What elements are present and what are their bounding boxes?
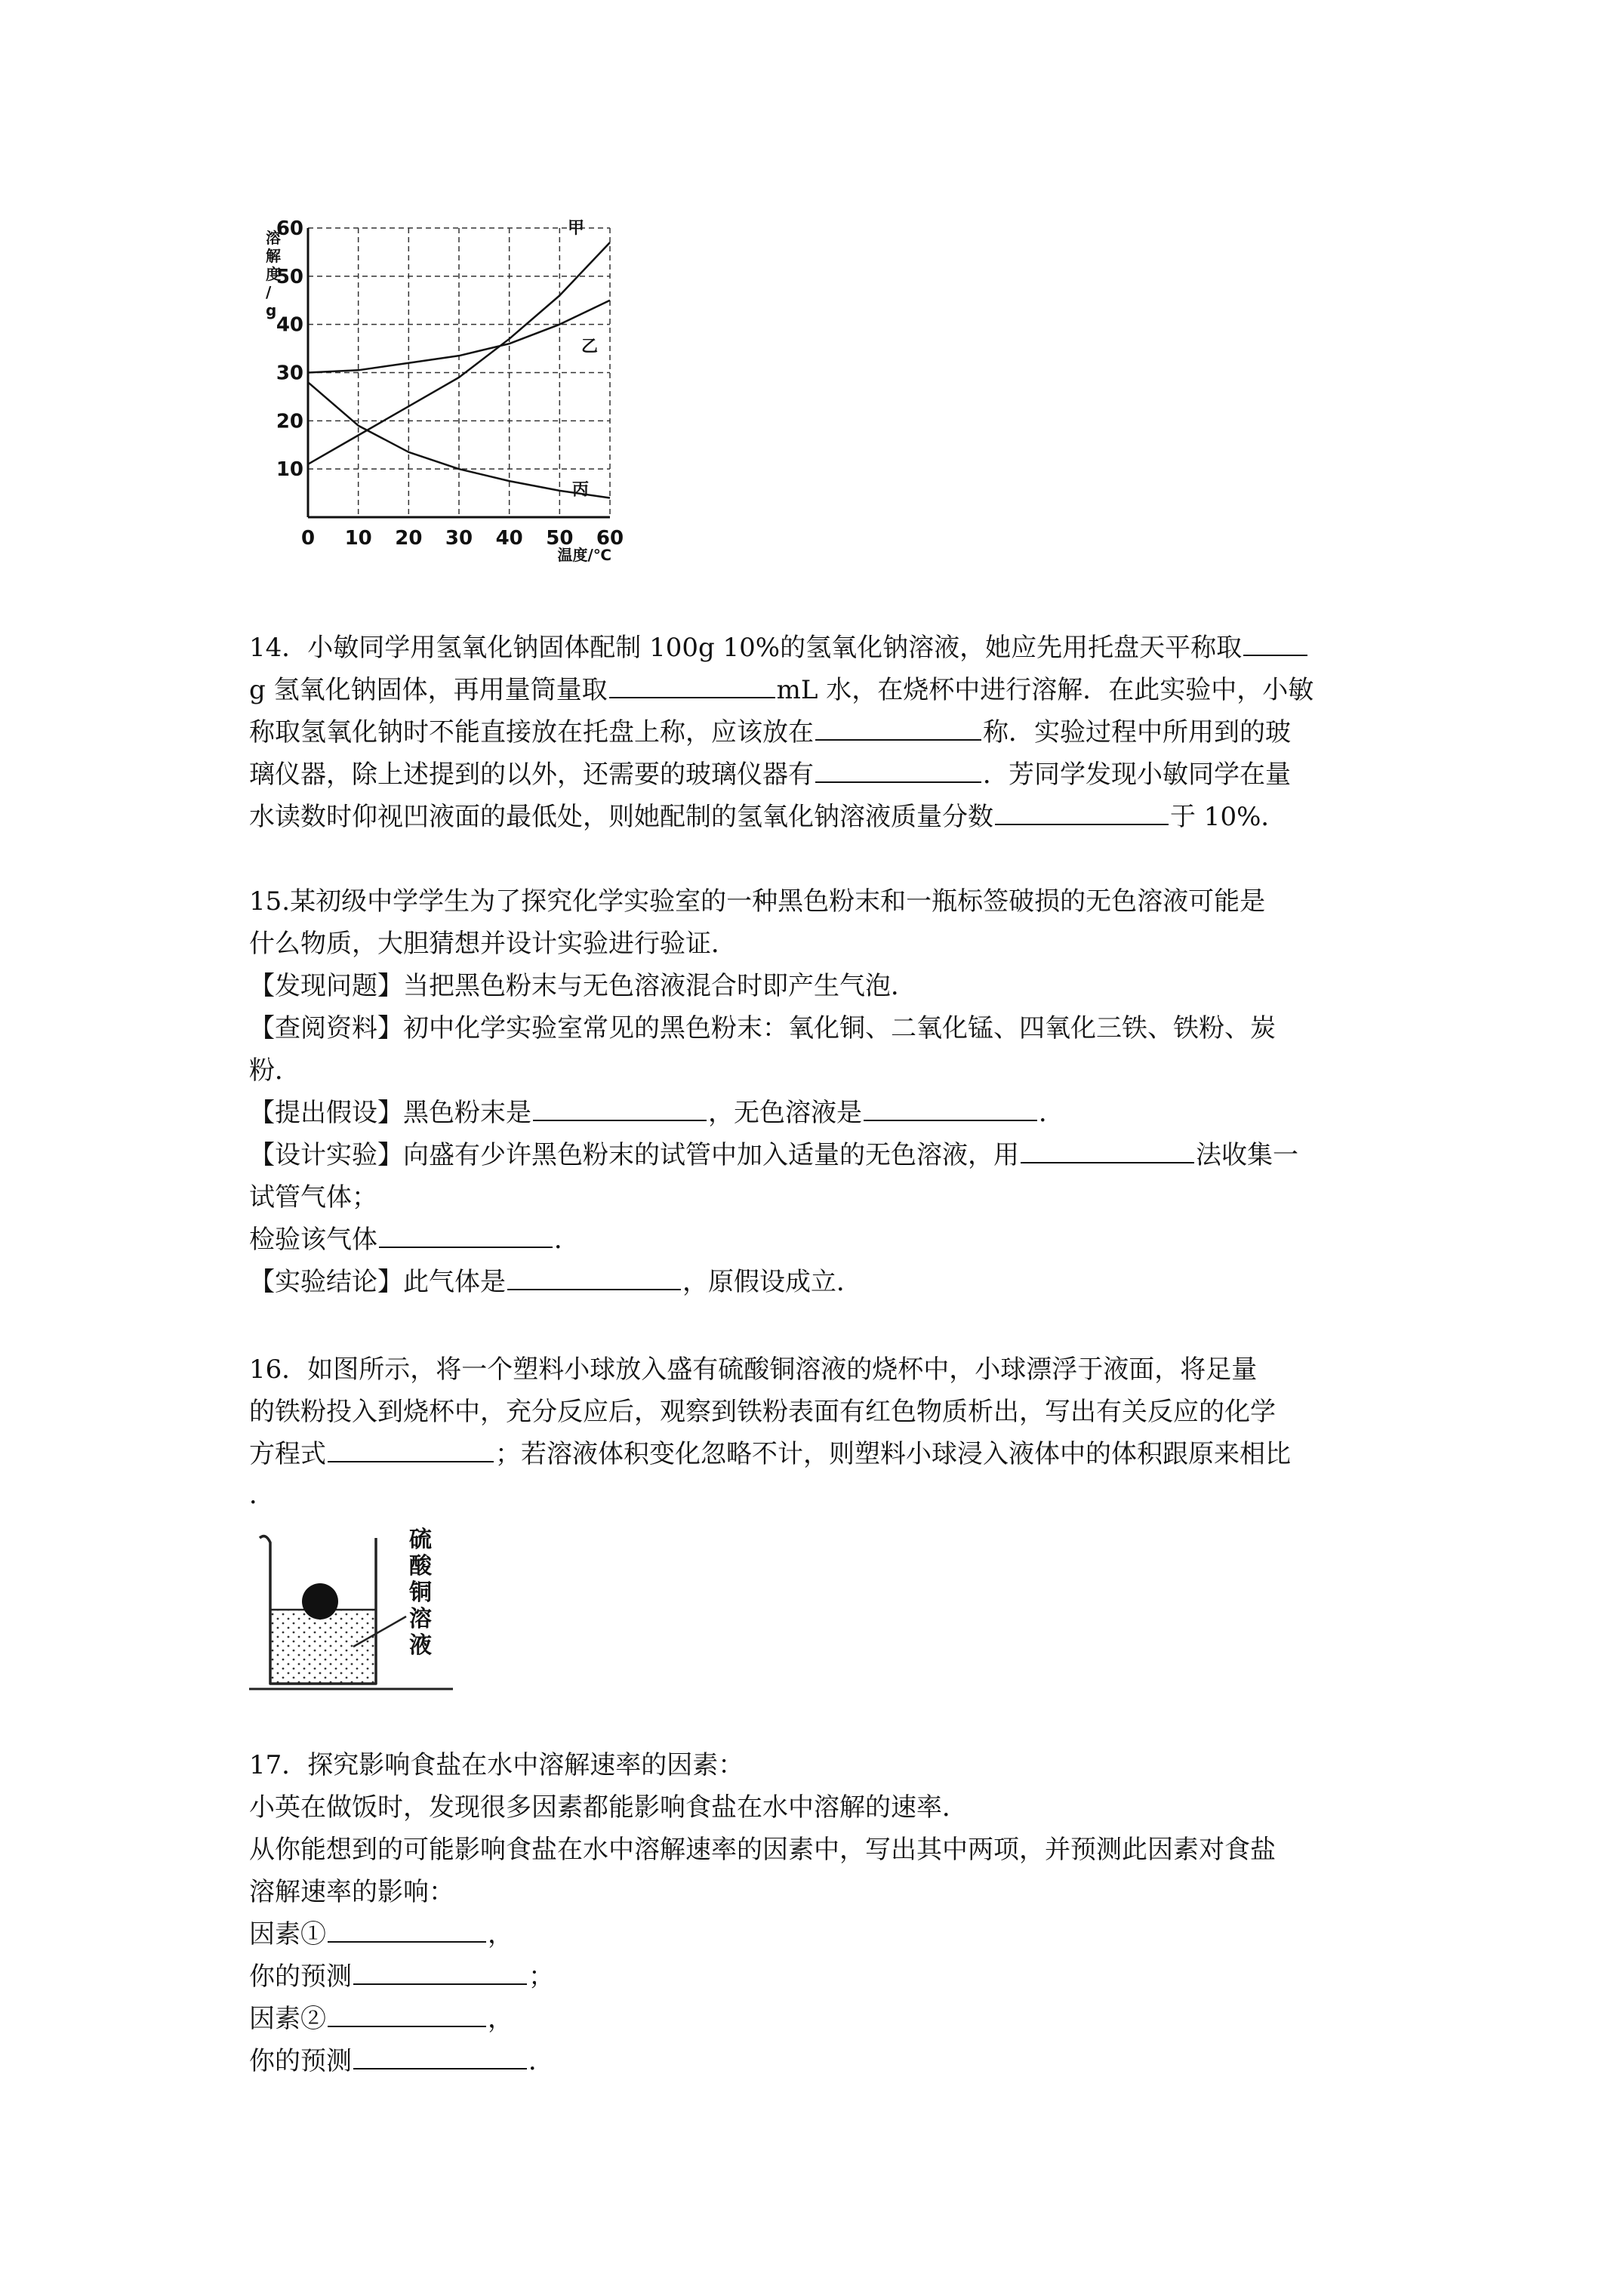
q14-line-5 bbox=[249, 800, 1286, 834]
q17-text: 你的预测 bbox=[249, 2046, 352, 2076]
q16-text: ；若溶液体积变化忽略不计，则塑料小球浸入液体中的体积跟原来相比 bbox=[495, 1439, 1291, 1469]
q17-text: 小英在做饭时，发现很多因素都能影响食盐在水中溶解的速率． bbox=[249, 1792, 968, 1823]
y-tick-label: 20 bbox=[276, 410, 303, 433]
q15-blank-collection-method[interactable] bbox=[1021, 1139, 1194, 1163]
series-label-1: 甲 bbox=[568, 219, 585, 239]
q17-line-5 bbox=[249, 1918, 513, 1951]
q16-text: 的铁粉投入到烧杯中，充分反应后，观察到铁粉表面有红色物质析出，写出有关反应的化学 bbox=[249, 1397, 1276, 1427]
q15-blank-gas-test[interactable] bbox=[379, 1224, 553, 1248]
x-tick-label: 10 bbox=[344, 527, 372, 550]
q14-line-4 bbox=[249, 758, 1291, 791]
x-tick-label: 20 bbox=[395, 527, 423, 550]
q15-blank-gas-identity[interactable] bbox=[507, 1266, 681, 1290]
q15-text: 【查阅资料】初中化学实验室常见的黑色粉末：氧化铜、二氧化锰、四氧化三铁、铁粉、炭 bbox=[249, 1013, 1276, 1043]
y-tick-label: 50 bbox=[276, 265, 303, 288]
q14-blank-glassware[interactable] bbox=[815, 759, 981, 783]
q16-text: 方程式 bbox=[249, 1439, 326, 1469]
q17-line-8 bbox=[249, 2045, 554, 2078]
q17-blank-factor-2[interactable] bbox=[328, 2003, 486, 2027]
q15-text: ，无色溶液是 bbox=[708, 1098, 862, 1128]
q14-blank-comparison[interactable] bbox=[995, 801, 1169, 825]
q17-line-6 bbox=[249, 1960, 554, 1993]
plastic-ball bbox=[302, 1583, 338, 1620]
q15-text: ，原假设成立． bbox=[682, 1267, 862, 1297]
y-label-char: 解 bbox=[266, 247, 281, 265]
q14-text: ．芳同学发现小敏同学在量 bbox=[983, 760, 1291, 790]
x-tick-label: 40 bbox=[495, 527, 523, 550]
x-tick-label: 60 bbox=[596, 527, 624, 550]
q14-blank-container[interactable] bbox=[815, 717, 981, 741]
q17-text: ． bbox=[528, 2046, 554, 2076]
q17-text: 你的预测 bbox=[249, 1962, 352, 1992]
q16-line-1 bbox=[249, 1353, 1257, 1386]
y-tick-label: 30 bbox=[276, 362, 303, 385]
q15-blank-black-powder[interactable] bbox=[533, 1097, 707, 1121]
q17-line-1 bbox=[249, 1749, 744, 1782]
q16-text: ． bbox=[249, 1480, 275, 1510]
q17-line-7 bbox=[249, 2002, 513, 2036]
q15-text: 什么物质，大胆猜想并设计实验进行验证． bbox=[249, 929, 737, 959]
chart-x-axis-label: 温度/℃ bbox=[557, 546, 611, 564]
q17-text: 溶解速率的影响： bbox=[249, 1877, 454, 1907]
q14-line-1 bbox=[249, 631, 1309, 664]
q15-line-3 bbox=[249, 969, 916, 1003]
q17-blank-prediction-1[interactable] bbox=[353, 1961, 527, 1985]
beaker-label-char: 液 bbox=[409, 1632, 432, 1659]
copper-sulfate-solution bbox=[270, 1610, 376, 1684]
q15-text: 粉． bbox=[249, 1056, 300, 1086]
q15-text: 【实验结论】此气体是 bbox=[249, 1267, 506, 1297]
q17-text: 因素② bbox=[249, 2004, 326, 2034]
chart-grid bbox=[308, 228, 610, 517]
q14-text: 水读数时仰视凹液面的最低处，则她配制的氢氧化钠溶液质量分数 bbox=[249, 802, 993, 832]
q17-blank-factor-1[interactable] bbox=[328, 1918, 486, 1943]
q17-text: 17．探究影响食盐在水中溶解速率的因素： bbox=[249, 1750, 744, 1780]
q15-text: 法收集一 bbox=[1196, 1140, 1298, 1170]
y-label-char: 溶 bbox=[266, 229, 281, 247]
x-tick-label: 0 bbox=[300, 527, 316, 550]
q14-text: 于 10%． bbox=[1170, 802, 1287, 832]
solubility-chart bbox=[242, 211, 634, 574]
q15-text: ． bbox=[1039, 1098, 1064, 1128]
q15-text: 【设计实验】向盛有少许黑色粉末的试管中加入适量的无色溶液，用 bbox=[249, 1140, 1019, 1170]
q15-line-10 bbox=[249, 1265, 862, 1299]
beaker-label-char: 酸 bbox=[409, 1553, 432, 1579]
q17-text: 从你能想到的可能影响食盐在水中溶解速率的因素中，写出其中两项，并预测此因素对食盐 bbox=[249, 1835, 1276, 1865]
series-label-3: 丙 bbox=[572, 480, 590, 500]
q17-text: ， bbox=[488, 2004, 513, 2034]
q15-line-8 bbox=[249, 1181, 377, 1214]
chart-y-axis-label bbox=[266, 229, 282, 319]
q14-line-3 bbox=[249, 716, 1291, 749]
y-tick-label: 10 bbox=[276, 458, 303, 482]
q17-text: ； bbox=[528, 1962, 554, 1992]
q15-line-5 bbox=[249, 1054, 300, 1087]
q17-line-4 bbox=[249, 1875, 454, 1909]
q17-line-2 bbox=[249, 1791, 968, 1824]
q14-text: 14．小敏同学用氢氧化钠固体配制 100g 10%的氢氧化钠溶液，她应先用托盘天平称取 bbox=[249, 633, 1243, 663]
q14-blank-water-volume[interactable] bbox=[609, 674, 775, 698]
q16-blank-equation[interactable] bbox=[328, 1438, 494, 1462]
q15-line-4 bbox=[249, 1012, 1276, 1045]
q16-text: 16．如图所示，将一个塑料小球放入盛有硫酸铜溶液的烧杯中，小球漂浮于液面，将足量 bbox=[249, 1354, 1258, 1385]
q14-text: g 氢氧化钠固体，再用量筒量取 bbox=[249, 675, 608, 705]
q15-line-1 bbox=[249, 885, 1265, 918]
beaker-label-char: 溶 bbox=[409, 1606, 432, 1632]
q15-text: 【发现问题】当把黑色粉末与无色溶液混合时即产生气泡． bbox=[249, 971, 916, 1001]
q14-text: 称取氢氧化钠时不能直接放在托盘上称，应该放在 bbox=[249, 717, 814, 747]
beaker-label-char: 铜 bbox=[409, 1579, 432, 1606]
q15-blank-colorless-solution[interactable] bbox=[864, 1097, 1037, 1121]
q17-blank-prediction-2[interactable] bbox=[353, 2045, 527, 2069]
y-tick-label: 40 bbox=[276, 313, 303, 337]
q17-line-3 bbox=[249, 1833, 1276, 1866]
x-tick-label: 30 bbox=[445, 527, 473, 550]
y-label-char: 度 bbox=[266, 265, 281, 283]
q15-text: 15.某初级中学学生为了探究化学实验室的一种黑色粉末和一瓶标签破损的无色溶液可能是 bbox=[249, 886, 1266, 917]
q16-line-2 bbox=[249, 1395, 1276, 1428]
series-label-2: 乙 bbox=[581, 337, 599, 356]
q14-text: mL 水，在烧杯中进行溶解．在此实验中，小敏 bbox=[776, 675, 1314, 705]
q15-line-6 bbox=[249, 1096, 1064, 1130]
y-label-char: g bbox=[266, 301, 277, 319]
q14-text: 称．实验过程中所用到的玻 bbox=[983, 717, 1291, 747]
q15-line-2 bbox=[249, 927, 737, 960]
q16-line-4 bbox=[249, 1478, 275, 1512]
beaker-label-char: 硫 bbox=[409, 1527, 432, 1553]
y-label-char: / bbox=[266, 283, 272, 301]
q15-text: 【提出假设】黑色粉末是 bbox=[249, 1098, 531, 1128]
q15-text: ． bbox=[554, 1225, 580, 1255]
q14-blank-naoh-mass[interactable] bbox=[1243, 632, 1307, 656]
beaker-diagram bbox=[249, 1521, 468, 1703]
q14-line-2 bbox=[249, 673, 1313, 707]
q15-line-9 bbox=[249, 1223, 580, 1256]
q15-text: 检验该气体 bbox=[249, 1225, 377, 1255]
x-tick-label: 50 bbox=[546, 527, 574, 550]
y-tick-label: 60 bbox=[276, 217, 303, 240]
q16-line-3 bbox=[249, 1438, 1291, 1471]
q17-text: 因素① bbox=[249, 1919, 326, 1949]
q15-text: 试管气体； bbox=[249, 1182, 377, 1213]
q14-text: 璃仪器，除上述提到的以外，还需要的玻璃仪器有 bbox=[249, 760, 814, 790]
q17-text: ， bbox=[488, 1919, 513, 1949]
beaker-label bbox=[408, 1527, 433, 1659]
q15-line-7 bbox=[249, 1139, 1298, 1172]
